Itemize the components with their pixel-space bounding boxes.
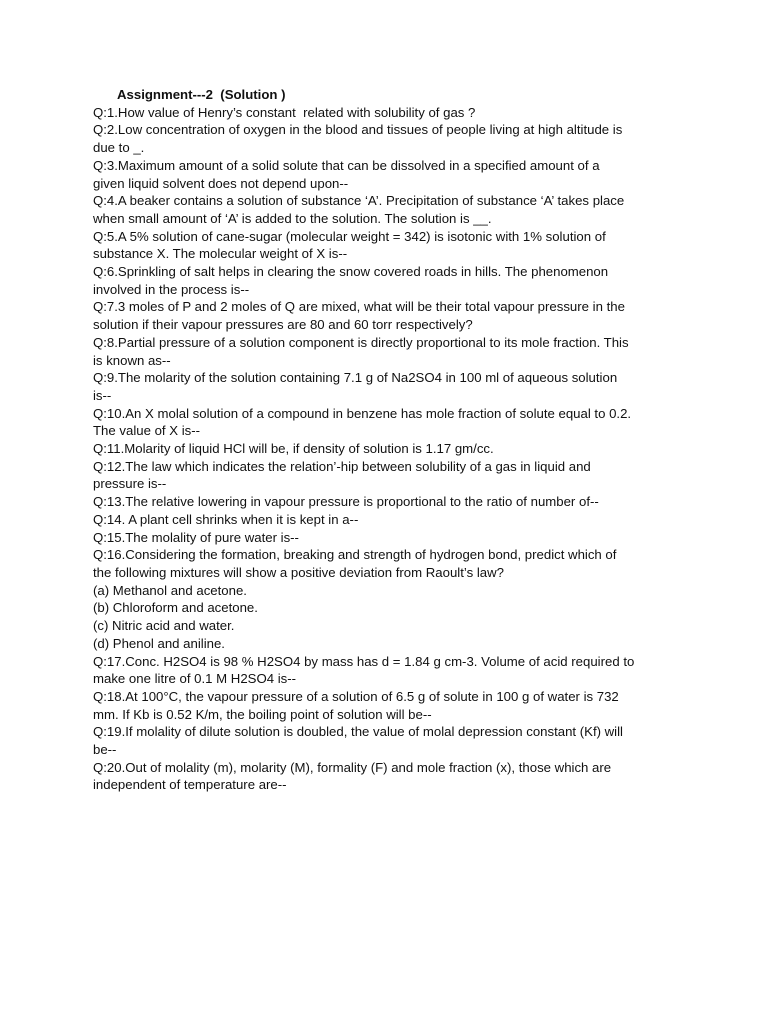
text-line: involved in the process is--: [93, 281, 250, 297]
text-line: Q:8.Partial pressure of a solution component is directly proportional to its mole fraction. This: [93, 334, 629, 350]
text-line: Q:5.A 5% solution of cane-sugar (molecular weight = 342) is isotonic with 1% solution of: [93, 228, 606, 244]
text-line: Q:14. A plant cell shrinks when it is kept in a--: [93, 511, 359, 527]
text-line: Q:17.Conc. H2SO4 is 98 % H2SO4 by mass has d = 1.84 g cm-3. Volume of acid required to: [93, 653, 635, 669]
text-line: Q:18.At 100°C, the vapour pressure of a solution of 6.5 g of solute in 100 g of water is 732: [93, 688, 619, 704]
text-line: Q:7.3 moles of P and 2 moles of Q are mixed, what will be their total vapour pressure in the: [93, 299, 625, 315]
text-line: Q:10.An X molal solution of a compound in benzene has mole fraction of solute equal to 0.2.: [93, 405, 632, 421]
text-line: (a) Methanol and acetone.: [93, 582, 247, 598]
assignment-page: [93, 86, 683, 794]
text-line: given liquid solvent does not depend upon--: [93, 175, 349, 191]
question-list: [93, 104, 683, 794]
text-line: when small amount of ‘A’ is added to the solution. The solution is __.: [93, 210, 492, 226]
text-line: Q:11.Molarity of liquid HCl will be, if density of solution is 1.17 gm/cc.: [93, 441, 494, 457]
text-line: Q:15.The molality of pure water is--: [93, 529, 299, 545]
text-line: substance X. The molecular weight of X is--: [93, 246, 348, 262]
text-line: make one litre of 0.1 M H2SO4 is--: [93, 671, 297, 687]
text-line: The value of X is--: [93, 423, 201, 439]
assignment-title: Assignment---2 (Solution ): [117, 87, 286, 102]
text-line: is--: [93, 387, 112, 403]
text-line: Q:4.A beaker contains a solution of substance ‘A’. Precipitation of substance ‘A’ takes place: [93, 193, 625, 209]
text-line: be--: [93, 742, 117, 758]
text-line: Q:12.The law which indicates the relation’-hip between solubility of a gas in liquid and: [93, 458, 591, 474]
text-line: Q:13.The relative lowering in vapour pressure is proportional to the ratio of number of--: [93, 494, 599, 510]
text-line: Q:16.Considering the formation, breaking and strength of hydrogen bond, predict which of: [93, 547, 617, 563]
text-line: pressure is--: [93, 476, 167, 492]
text-line: Q:3.Maximum amount of a solid solute that can be dissolved in a specified amount of a: [93, 157, 600, 173]
text-line: is known as--: [93, 352, 171, 368]
text-line: Q:19.If molality of dilute solution is doubled, the value of molal depression constant (Kf) will: [93, 724, 623, 740]
text-line: (d) Phenol and aniline.: [93, 635, 225, 651]
text-line: (b) Chloroform and acetone.: [93, 600, 258, 616]
text-line: independent of temperature are--: [93, 777, 287, 793]
text-line: Q:6.Sprinkling of salt helps in clearing the snow covered roads in hills. The phenomenon: [93, 264, 609, 280]
text-line: solution if their vapour pressures are 80 and 60 torr respectively?: [93, 317, 473, 333]
text-line: Q:20.Out of molality (m), molarity (M), formality (F) and mole fraction (x), those which are: [93, 759, 612, 775]
text-line: Q:2.Low concentration of oxygen in the blood and tissues of people living at high altitude is: [93, 122, 623, 138]
text-line: the following mixtures will show a positive deviation from Raoult’s law?: [93, 564, 504, 580]
text-line: Q:9.The molarity of the solution containing 7.1 g of Na2SO4 in 100 ml of aqueous solution: [93, 370, 618, 386]
text-line: due to _.: [93, 140, 145, 156]
text-line: Q:1.How value of Henry’s constant related with solubility of gas ?: [93, 104, 476, 120]
text-line: mm. If Kb is 0.52 K/m, the boiling point of solution will be--: [93, 706, 432, 722]
text-line: (c) Nitric acid and water.: [93, 618, 235, 634]
